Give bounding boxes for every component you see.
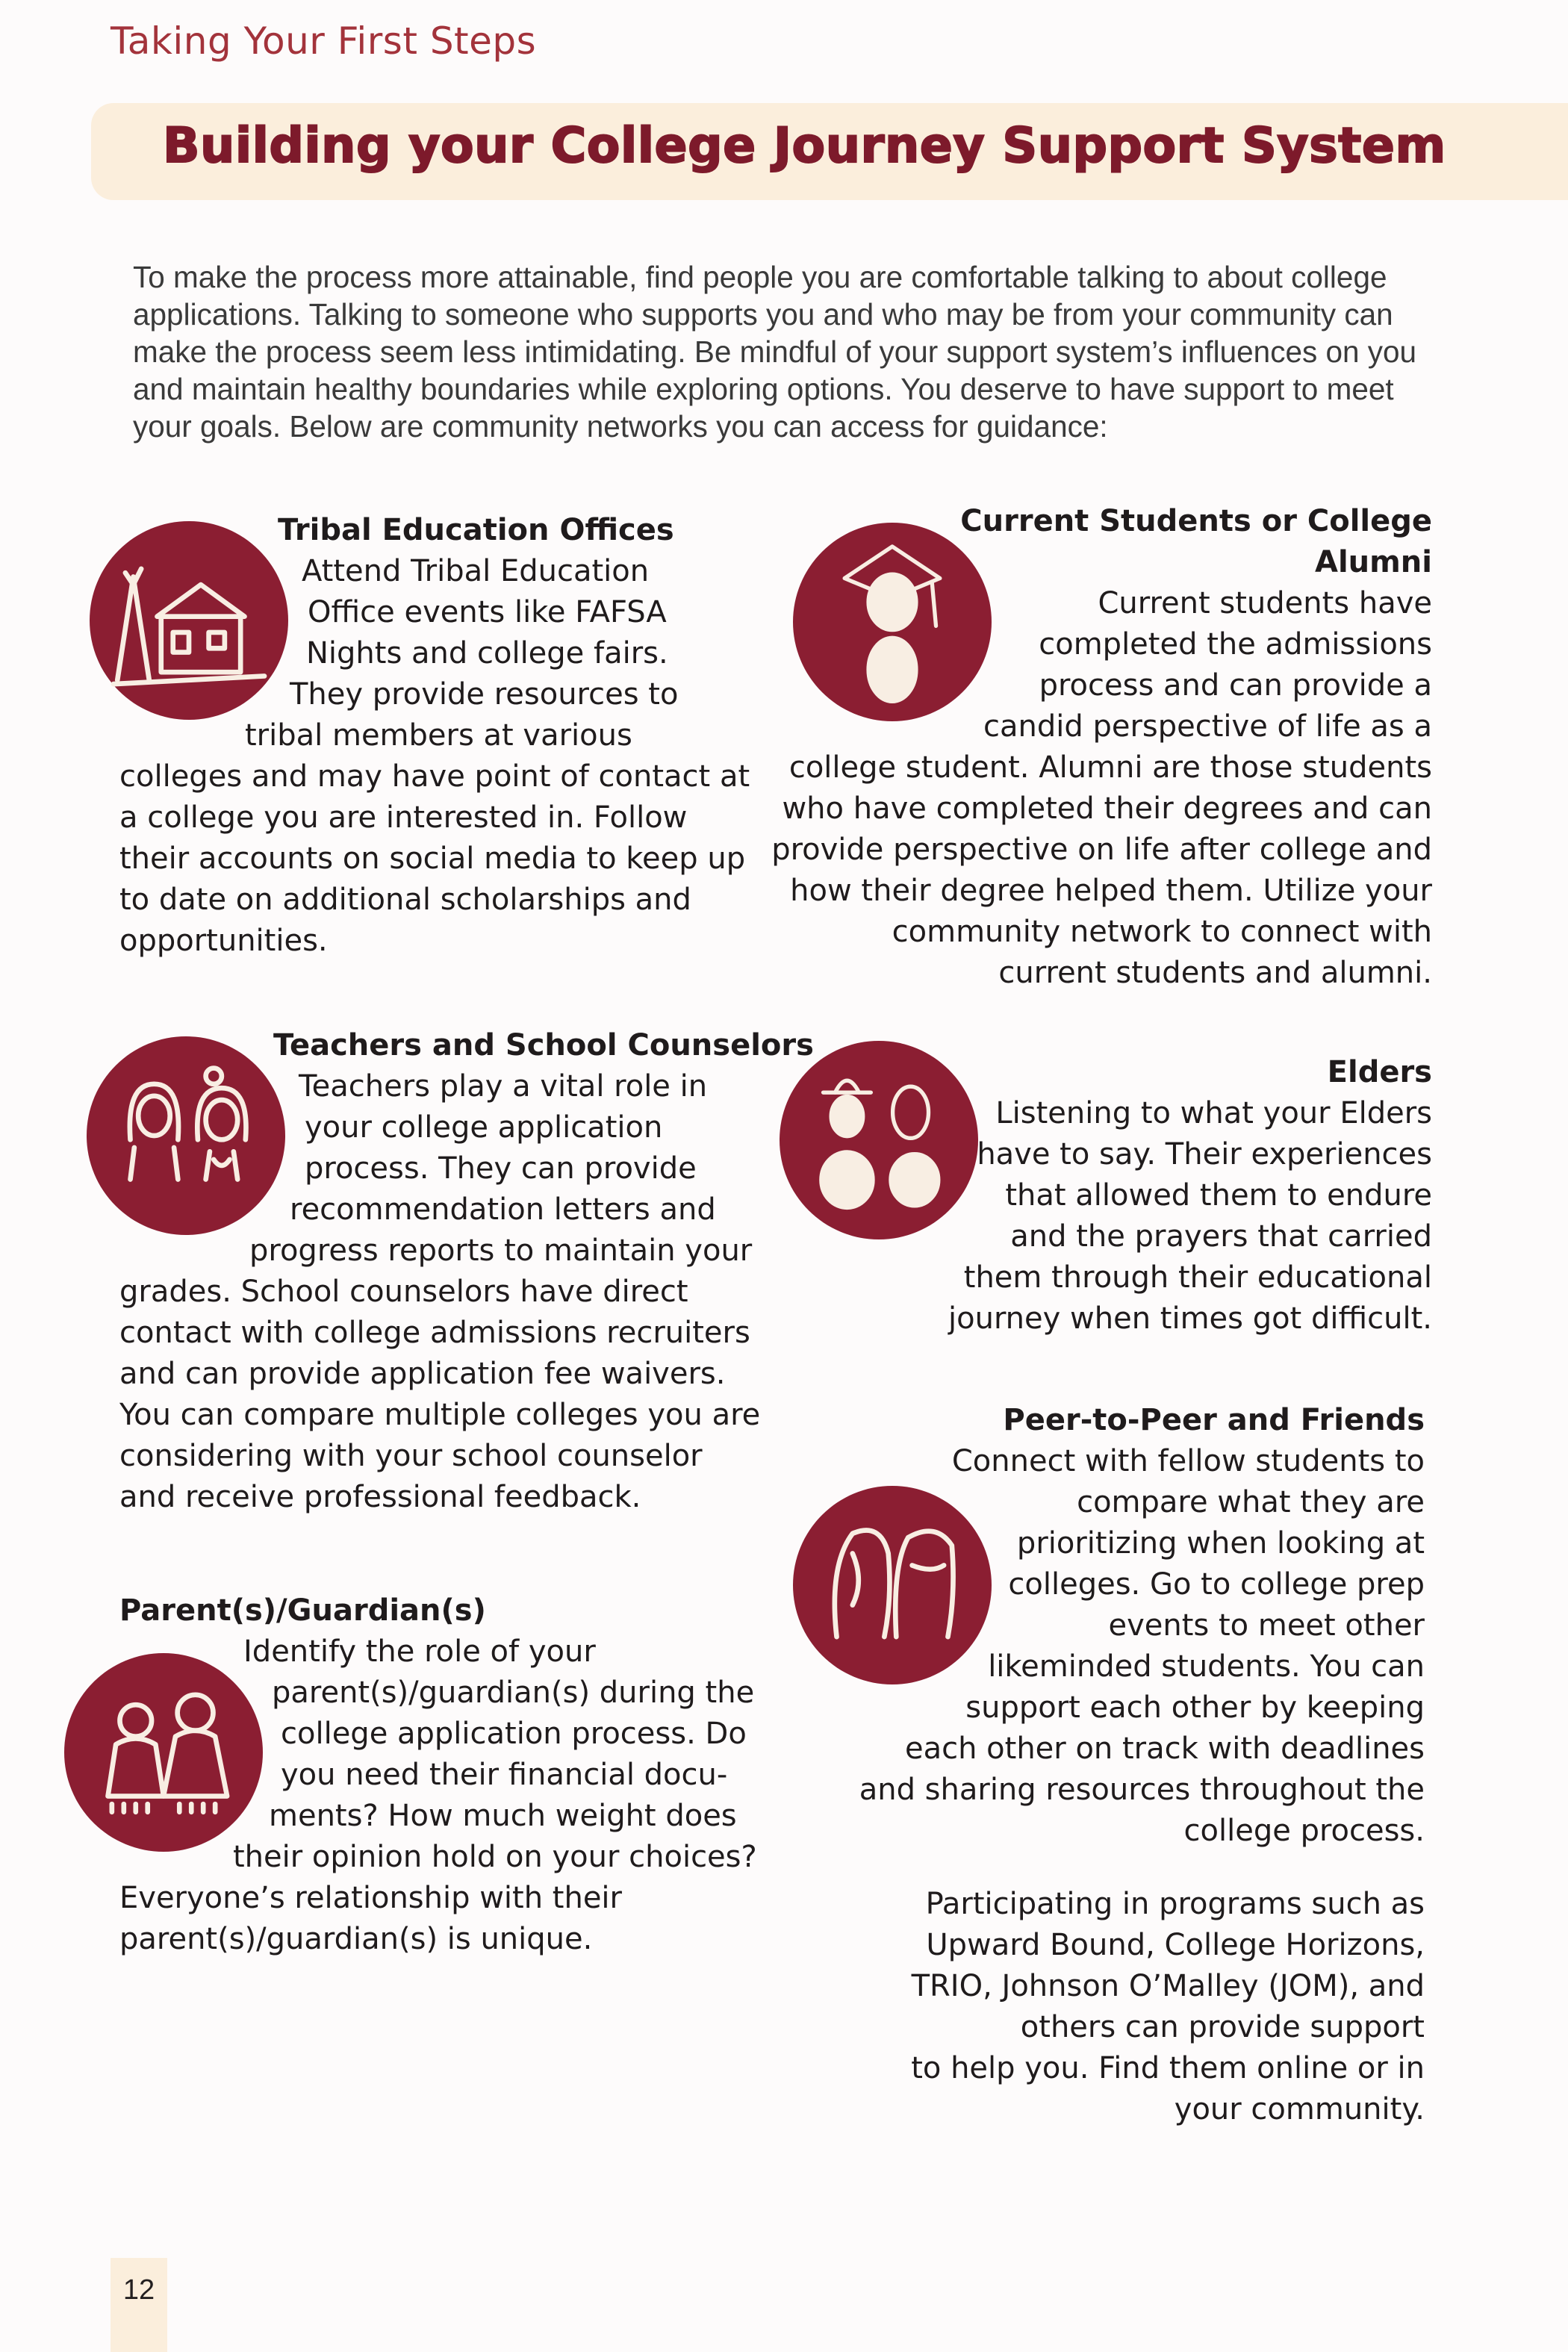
parents-line: Identify the role of your [243, 1634, 596, 1669]
current-line: provide perspective on life after college and [771, 833, 1432, 867]
teachers-line: Teachers play a vital role in [299, 1069, 708, 1104]
page-kicker: Taking Your First Steps [111, 19, 537, 63]
teachers-line: recommendation letters and [290, 1192, 716, 1227]
tribal-section [119, 510, 750, 962]
programs-section [769, 1884, 1425, 2130]
current-heading: Alumni [1314, 545, 1432, 579]
teachers-line: process. They can provide [305, 1151, 697, 1186]
tribal-line: colleges and may have point of contact at [119, 759, 750, 794]
parents-line: their opinion hold on your choices? [233, 1840, 757, 1874]
tribal-line: Office events like FAFSA [308, 595, 667, 629]
programs-line: Participating in programs such as [925, 1887, 1425, 1921]
tribal-line: to date on additional scholarships and [119, 883, 691, 917]
tribal-line: a college you are interested in. Follow [119, 800, 688, 835]
teachers-line: considering with your school counselor [119, 1439, 703, 1473]
page-number: 12 [111, 2258, 167, 2352]
current-line: how their degree helped them. Utilize your [790, 874, 1432, 908]
programs-line: Upward Bound, College Horizons, [926, 1928, 1425, 1962]
teachers-line: You can compare multiple colleges you are [119, 1398, 761, 1432]
current-line: completed the admissions [1039, 627, 1432, 662]
teachers-line: and receive professional feedback. [119, 1480, 641, 1514]
current-line: Current students have [1098, 586, 1432, 620]
peers-line: each other on track with deadlines [904, 1732, 1425, 1766]
programs-line: to help you. Find them online or in [911, 2051, 1425, 2085]
parents-line: ments? How much weight does [269, 1799, 737, 1833]
title-banner [91, 103, 1568, 200]
parents-heading: Parent(s)/Guardian(s) [119, 1593, 486, 1628]
current-line: college student. Alumni are those students [788, 750, 1432, 785]
current-heading: Current Students or College [960, 504, 1432, 538]
parents-section [119, 1590, 762, 1960]
programs-line: others can provide support [1020, 2010, 1425, 2044]
parents-line: parent(s)/guardian(s) during the [272, 1676, 755, 1710]
peers-line: Connect with fellow students to [951, 1444, 1425, 1478]
elders-heading: Elders [1327, 1055, 1432, 1089]
peers-line: likeminded students. You can [988, 1649, 1425, 1684]
current-line: candid perspective of life as a [983, 709, 1432, 744]
programs-line: your community. [1174, 2092, 1425, 2127]
tribal-line: Attend Tribal Education [302, 554, 650, 588]
teachers-line: and can provide application fee waivers. [119, 1357, 726, 1391]
peers-line: colleges. Go to college prep [1008, 1567, 1425, 1602]
tribal-line: They provide resources to [290, 677, 679, 712]
teachers-heading: Teachers and School Counselors [273, 1028, 814, 1063]
elders-line: that allowed them to endure [1005, 1178, 1432, 1213]
elders-line: and the prayers that carried [1010, 1219, 1432, 1254]
peers-heading: Peer-to-Peer and Friends [1003, 1403, 1425, 1437]
elders-line: have to say. Their experiences [977, 1137, 1432, 1172]
peers-line: and sharing resources throughout the [859, 1773, 1425, 1807]
tribal-line: opportunities. [119, 924, 328, 958]
teachers-section [119, 1025, 814, 1518]
teachers-line: progress reports to maintain your [249, 1233, 753, 1268]
intro-paragraph: To make the process more attainable, find people you are comfortable talking to about college applications. Talking to someone who supports you and who may be from your community can make the process seem less intimidating. Be mindful of your support system’s influences on you and maintain healthy boundaries while exploring options. You deserve to have support to meet your goals. Below are community networks you can access for guidance: [133, 260, 1417, 444]
programs-line: TRIO, Johnson O’Malley (JOM), and [911, 1969, 1425, 2003]
current-line: who have completed their degrees and can [782, 791, 1432, 826]
peers-line: events to meet other [1108, 1608, 1425, 1643]
peers-line: compare what they are [1077, 1485, 1425, 1519]
teachers-line: your college application [305, 1110, 663, 1145]
parents-line: college application process. Do [281, 1717, 747, 1751]
peers-line: prioritizing when looking at [1016, 1526, 1425, 1561]
elders-line: Listening to what your Elders [995, 1096, 1432, 1130]
elders-line: them through their educational [963, 1260, 1432, 1295]
current-line: process and can provide a [1039, 668, 1432, 703]
tribal-heading: Tribal Education Offices [278, 513, 674, 547]
elders-line: journey when times got difficult. [948, 1301, 1432, 1336]
tribal-line: Nights and college fairs. [306, 636, 668, 671]
peers-line: support each other by keeping [965, 1690, 1425, 1725]
elders-section [769, 1052, 1432, 1340]
peers-section [769, 1400, 1425, 1852]
current-line: community network to connect with [892, 915, 1432, 949]
current-line: current students and alumni. [998, 956, 1432, 990]
current-section [769, 501, 1432, 994]
tribal-line: their accounts on social media to keep up [119, 841, 746, 876]
parents-line: parent(s)/guardian(s) is unique. [119, 1922, 593, 1956]
peers-line: college process. [1183, 1814, 1425, 1848]
page-title: Building your College Journey Support System [163, 118, 1446, 174]
teachers-line: contact with college admissions recruiters [119, 1316, 750, 1350]
teachers-line: grades. School counselors have direct [119, 1275, 688, 1309]
tribal-line: tribal members at various [245, 718, 632, 753]
parents-line: Everyone’s relationship with their [119, 1881, 622, 1915]
parents-line: you need their financial docu- [281, 1758, 728, 1792]
